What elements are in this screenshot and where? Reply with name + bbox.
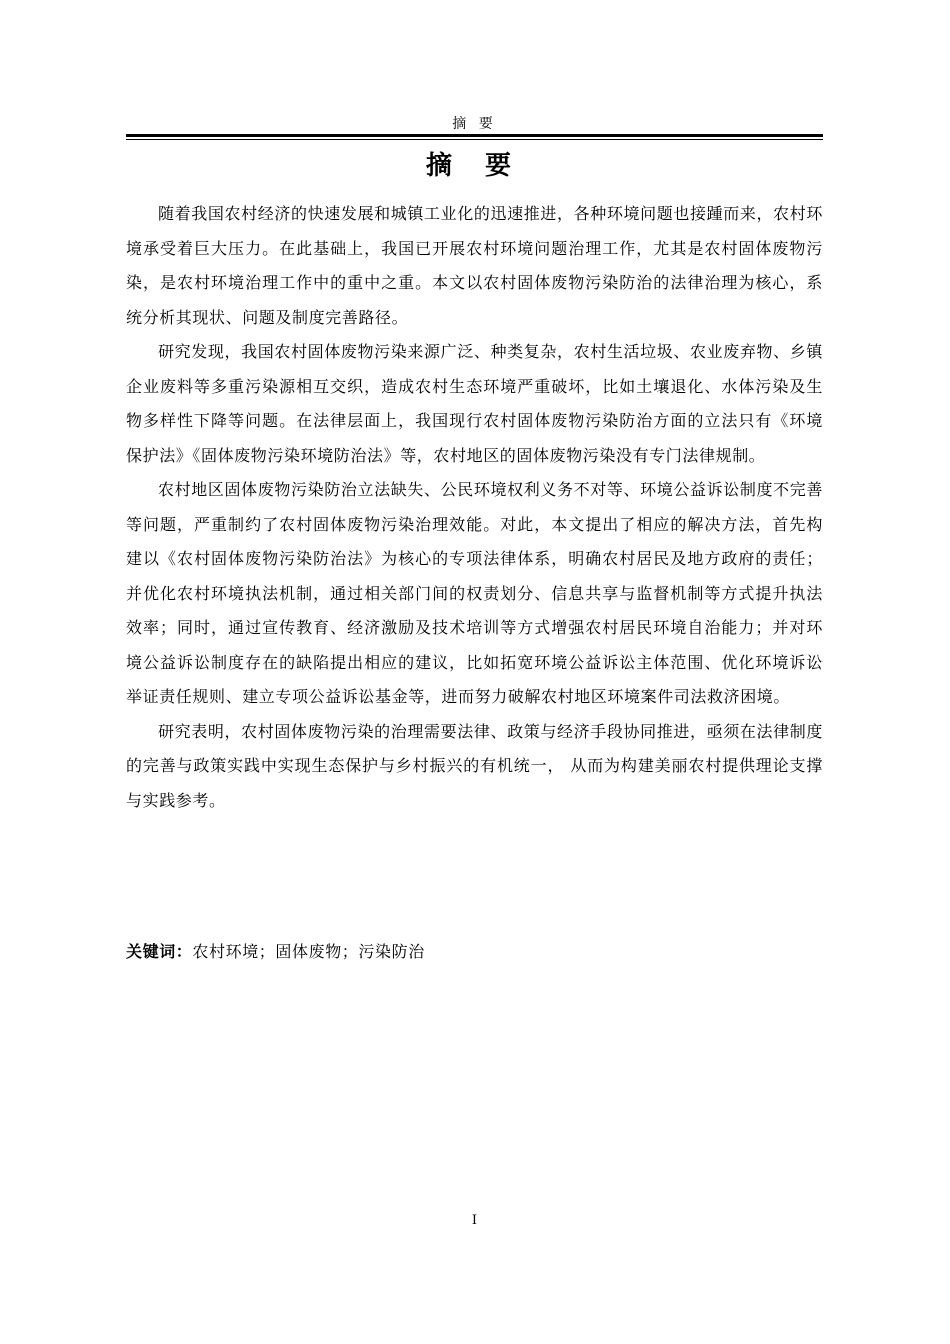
- abstract-title: 摘 要: [425, 151, 524, 181]
- abstract-body: [126, 197, 823, 818]
- running-header: 摘 要: [452, 116, 497, 132]
- keywords-line: [126, 935, 823, 969]
- paragraph-2: 研究发现，我国农村固体废物污染来源广泛、种类复杂，农村生活垃圾、农业废弃物、乡镇企业废料等多重污染源相互交织，造成农村生态环境严重破坏，比如土壤退化、水体污染及生物多样性下降等问题。在法律层面上，我国现行农村固体废物污染防治方面的立法只有《环境保护法》《固体废物污染环境防治法》等，农村地区的固体废物污染没有专门法律规制。: [126, 342, 823, 465]
- header-rule-thin: [126, 139, 823, 140]
- header-rule-thick: [126, 134, 823, 137]
- paragraph-1: 随着我国农村经济的快速发展和城镇工业化的迅速推进，各种环境问题也接踵而来，农村环境承受着巨大压力。在此基础上，我国已开展农村环境问题治理工作，尤其是农村固体废物污染，是农村环境治理工作中的重中之重。本文以农村固体废物污染防治的法律治理为核心，系统分析其现状、问题及制度完善路径。: [126, 204, 823, 327]
- keywords-text: 农村环境；固体废物；污染防治: [192, 942, 425, 961]
- keywords-label: 关键词：: [126, 942, 193, 961]
- paragraph-3: 农村地区固体废物污染防治立法缺失、公民环境权利义务不对等、环境公益诉讼制度不完善等问题，严重制约了农村固体废物污染治理效能。对此，本文提出了相应的解决方法，首先构建以《农村固体废物污染防治法》为核心的专项法律体系，明确农村居民及地方政府的责任；并优化农村环境执法机制，通过相关部门间的权责划分、信息共享与监督机制等方式提升执法效率；同时，通过宣传教育、经济激励及技术培训等方式增强农村居民环境自治能力；并对环境公益诉讼制度存在的缺陷提出相应的建议，比如拓宽环境公益诉讼主体范围、优化环境诉讼举证责任规则、建立专项公益诉讼基金等，进而努力破解农村地区环境案件司法救济困境。: [126, 480, 823, 706]
- page-number: I: [471, 1213, 478, 1228]
- paragraph-4: 研究表明，农村固体废物污染的治理需要法律、政策与经济手段协同推进，亟须在法律制度的完善与政策实践中实现生态保护与乡村振兴的有机统一， 从而为构建美丽农村提供理论支撑与实践参考。: [126, 721, 823, 810]
